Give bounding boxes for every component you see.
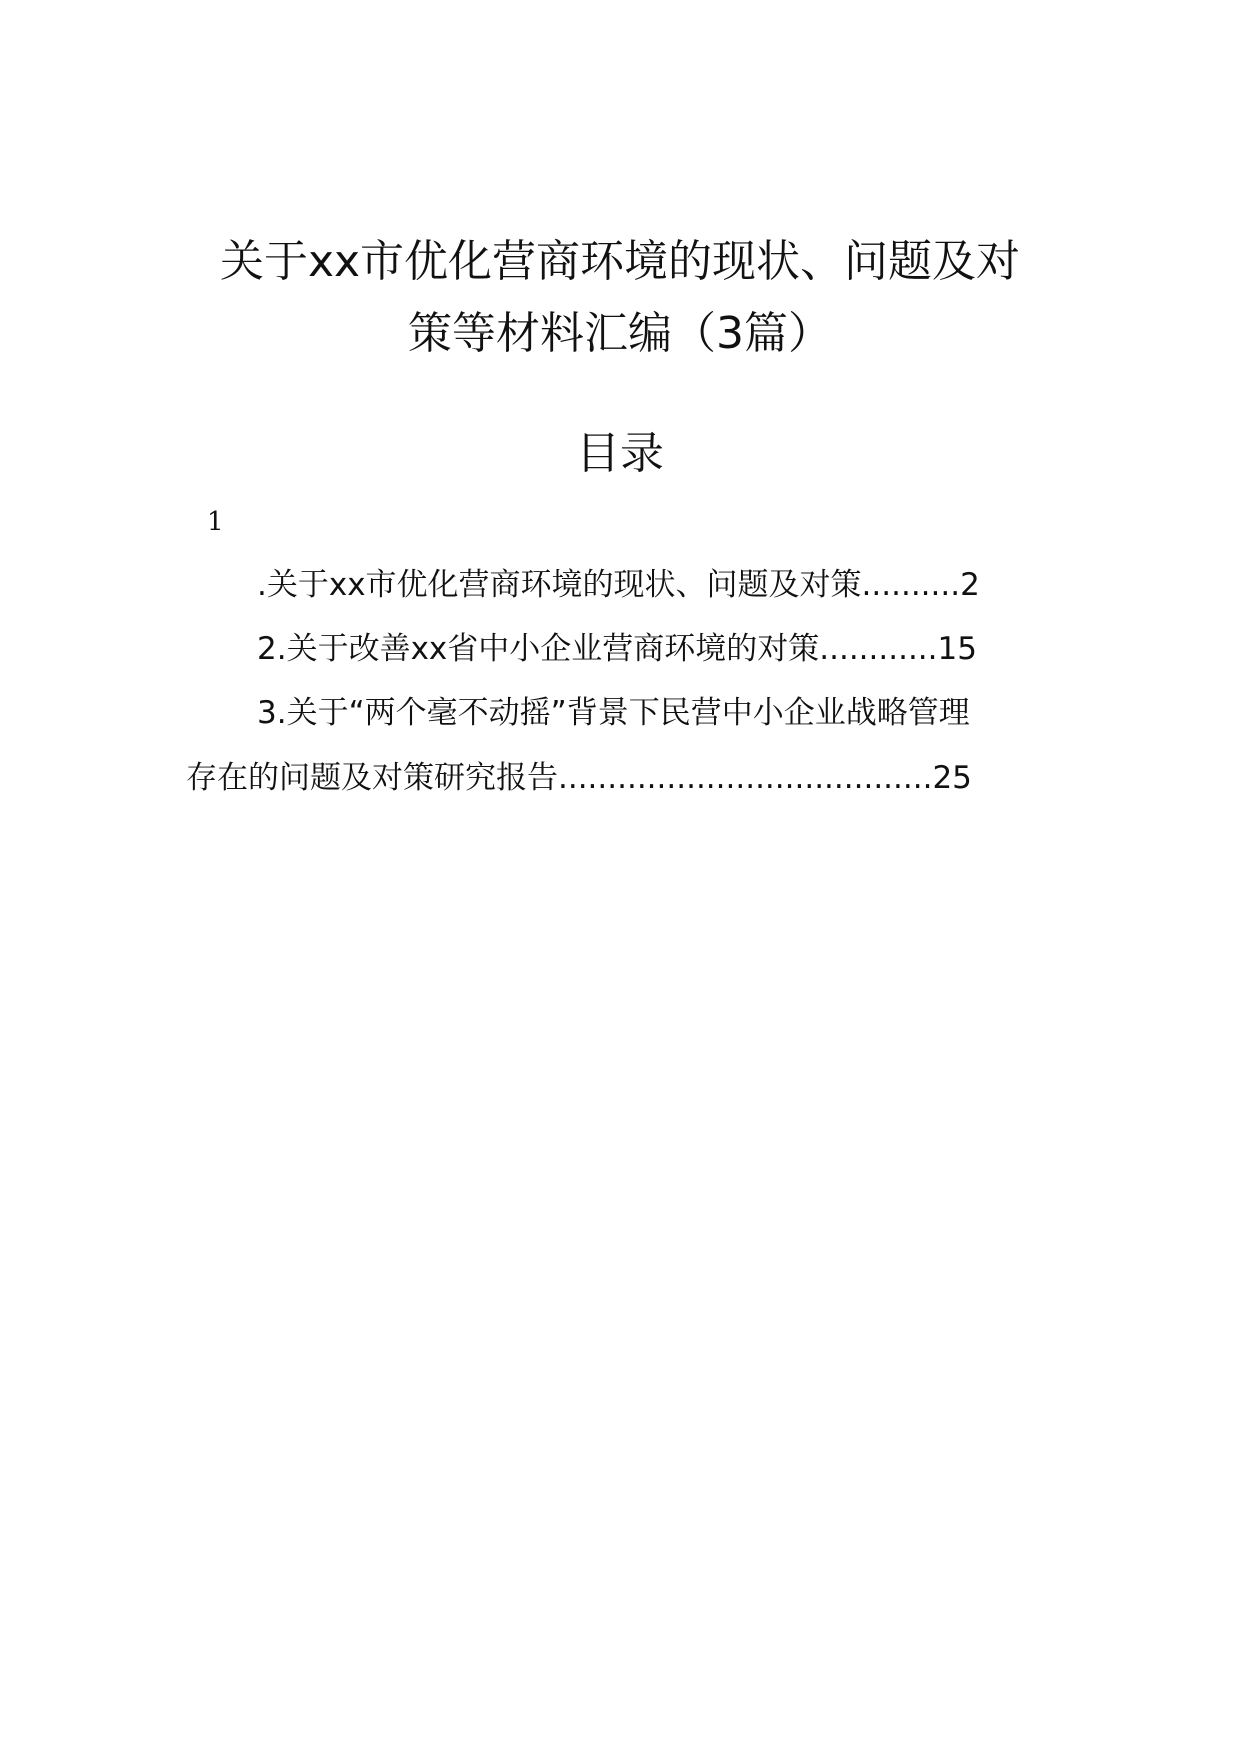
toc-entry-2: 2.关于改善xx省中小企业营商环境的对策............15 <box>257 631 977 667</box>
toc-item-number: 1 <box>207 507 224 537</box>
document-title-line-1: 关于xx市优化营商环境的现状、问题及对 <box>219 236 1021 287</box>
toc-entry-3-line-2: 存在的问题及对策研究报告......................................25 <box>186 760 972 796</box>
toc-entry-3-line-1: 3.关于“两个毫不动摇”背景下民营中小企业战略管理 <box>257 695 970 731</box>
toc-entry-1: .关于xx市优化营商环境的现状、问题及对策..........2 <box>257 567 980 603</box>
toc-heading: 目录 <box>576 428 664 479</box>
document-title-line-2: 策等材料汇编（3篇） <box>408 308 832 359</box>
